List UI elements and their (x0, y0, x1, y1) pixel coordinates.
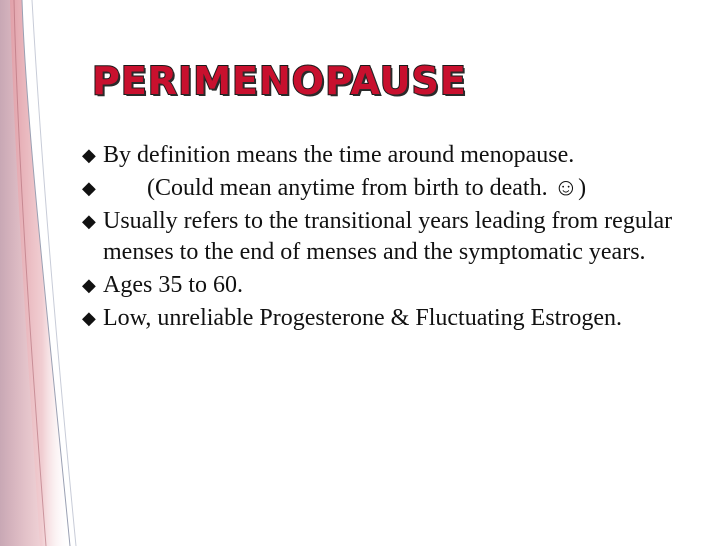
bullet-item (82, 140, 702, 171)
bullet-item (82, 270, 702, 301)
bullet-list (82, 140, 702, 336)
diamond-bullet-icon: ◆ (82, 178, 96, 198)
bullet-item (82, 173, 702, 204)
bullet-text: By definition means the time around menopause. (103, 142, 575, 168)
left-decorative-swoosh (0, 0, 80, 546)
bullet-item (82, 206, 702, 268)
diamond-bullet-icon: ◆ (82, 211, 96, 231)
diamond-bullet-icon: ◆ (82, 275, 96, 295)
bullet-text: Low, unreliable Progesterone & Fluctuating Estrogen. (103, 305, 622, 331)
bullet-item (82, 303, 702, 334)
slide-title: PERIMENOPAUSE (92, 59, 467, 103)
bullet-text: (Could mean anytime from birth to death. ☺) (147, 175, 587, 201)
bullet-text: Usually refers to the transitional years leading from regular menses to the end of menses and the symptomatic years. (103, 208, 673, 265)
diamond-bullet-icon: ◆ (82, 145, 96, 165)
bullet-text: Ages 35 to 60. (103, 272, 243, 298)
diamond-bullet-icon: ◆ (82, 308, 96, 328)
